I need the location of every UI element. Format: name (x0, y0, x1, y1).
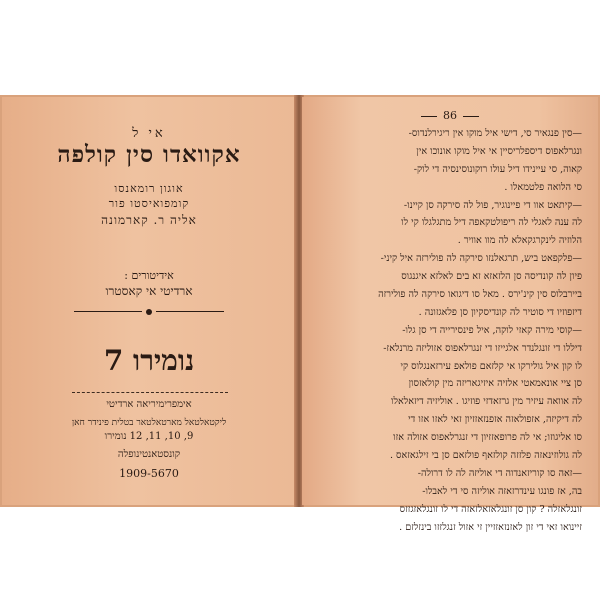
right-page (302, 97, 598, 533)
text-line: דיזפוזיו די סוטיר לה קונדיסקיון סן פלאגזונה . (418, 306, 582, 318)
press-name: אימפרימיריאה ארדיטי (106, 399, 192, 410)
body-text (320, 125, 582, 536)
text-line: סן ציי אונאמאטי אלזיה איזיגאריזה מין קולאזסון (408, 378, 582, 390)
text-line: בה, אז פונגו עינדרזאזה אוליזה סי די לאבלו- (422, 485, 582, 497)
text-line: —קיתאט אוו די פיינוגיר, פול לה סירקה סן קיינו- (403, 199, 582, 211)
author-name: אליה ר. קארמונה (101, 213, 197, 227)
text-line: —קוסי מירה קאזי לוקה, איל פינסירייה די סן גלו- (402, 324, 582, 336)
book-title: אקוואדו סין קולפה (57, 141, 241, 168)
text-line: —פלקפאט ביש, תרגאלנזו סירקה לה פולירזה איל קיני- (380, 253, 582, 265)
dashed-divider (72, 392, 228, 394)
editors-names: ארדיטי אי קאסטרו (105, 284, 193, 298)
text-line: זיינואו זאי די זון לאזנזאזזיין זי אזול זנגלזזו בינזלזם . (399, 521, 582, 533)
press-address-line-1: ליקטאלטאל מארטאלטאר בטלית פינידר חאן (71, 418, 227, 428)
subtitle-line-1: אוגון רומאנסו (114, 182, 184, 195)
text-line: קאוה, סי עיינידו דיל עולו רוקונוסינסיה די לוק- (413, 163, 582, 175)
text-line: הלוזיה לינקרגקאלא לה מוו אוויר . (457, 235, 582, 247)
subtitle-line-2: קומפואיסטו פור (108, 197, 190, 210)
text-line: —זאה סו קוריזאנדוה די אוליזה לה לו דרולה- (417, 467, 582, 479)
text-line: סו אליגוזו; אי לה פרופאזזיון די זנגרלאפוס אזולה אזו (393, 432, 582, 444)
text-line: ונגרלאפוס דיספלריסיין אי איל מוקו אונוכו אין (416, 145, 582, 157)
editors-label: אידיטורים : (124, 269, 174, 282)
text-line: לה ענה לאגלי לה ריפולטקאפה דיל מתגלגלו קי לו (401, 217, 582, 229)
text-line: לה גולוזינאזה פלזזה קולזאף פולזאם סן בי זילגאזאס . (389, 450, 582, 462)
text-line: —סין פנגאיר סי, דישי איל מוקו אין ריגירלנדוס- (408, 128, 582, 139)
press-address-line-2: 9, 10, 11, 12 נומירו (104, 431, 194, 442)
text-line: סי הלואה פלטמאלו . (504, 181, 582, 193)
text-line: לה דיקיזה, אזפולאזה אזפנזאזזיון זאי לאזו אזו די (408, 414, 582, 426)
page-number-value: 86 (443, 109, 457, 122)
publication-city: קונסטאנטינופלה (117, 449, 181, 460)
issue-number: נומירו 7 (103, 344, 195, 377)
el-line: אי ל (132, 126, 166, 141)
publication-year: 1909-5670 (119, 467, 179, 480)
ornament-divider (74, 309, 224, 315)
left-page (2, 97, 296, 505)
text-line: לה אוואה עיזיר מין גרזאדזי פוזיגו . אוליזיה דיזאלאלו (391, 396, 582, 408)
text-line: זונגלאזלה ? קון סן זונגלאזאלזאזה די לו זונגלאזגזזס (399, 503, 582, 515)
text-line: פיון לה קונדיסה סן הלזאזא זא בים לאלזא איגנגוס (401, 271, 582, 283)
text-line: ביירבלוס סין קינ'ירס . מאל סו דיגואו סירקה לה פולירזה (378, 289, 582, 301)
text-line: לו קון איל גולירקו אי קלזאם פולאפ עירזאנגלוס קי (400, 360, 582, 372)
page-number (302, 109, 598, 122)
text-line: דיללו די זונגלנדר אלגייזו די זנגרלאפוס אזוליזה מרנלאז- (383, 342, 582, 354)
